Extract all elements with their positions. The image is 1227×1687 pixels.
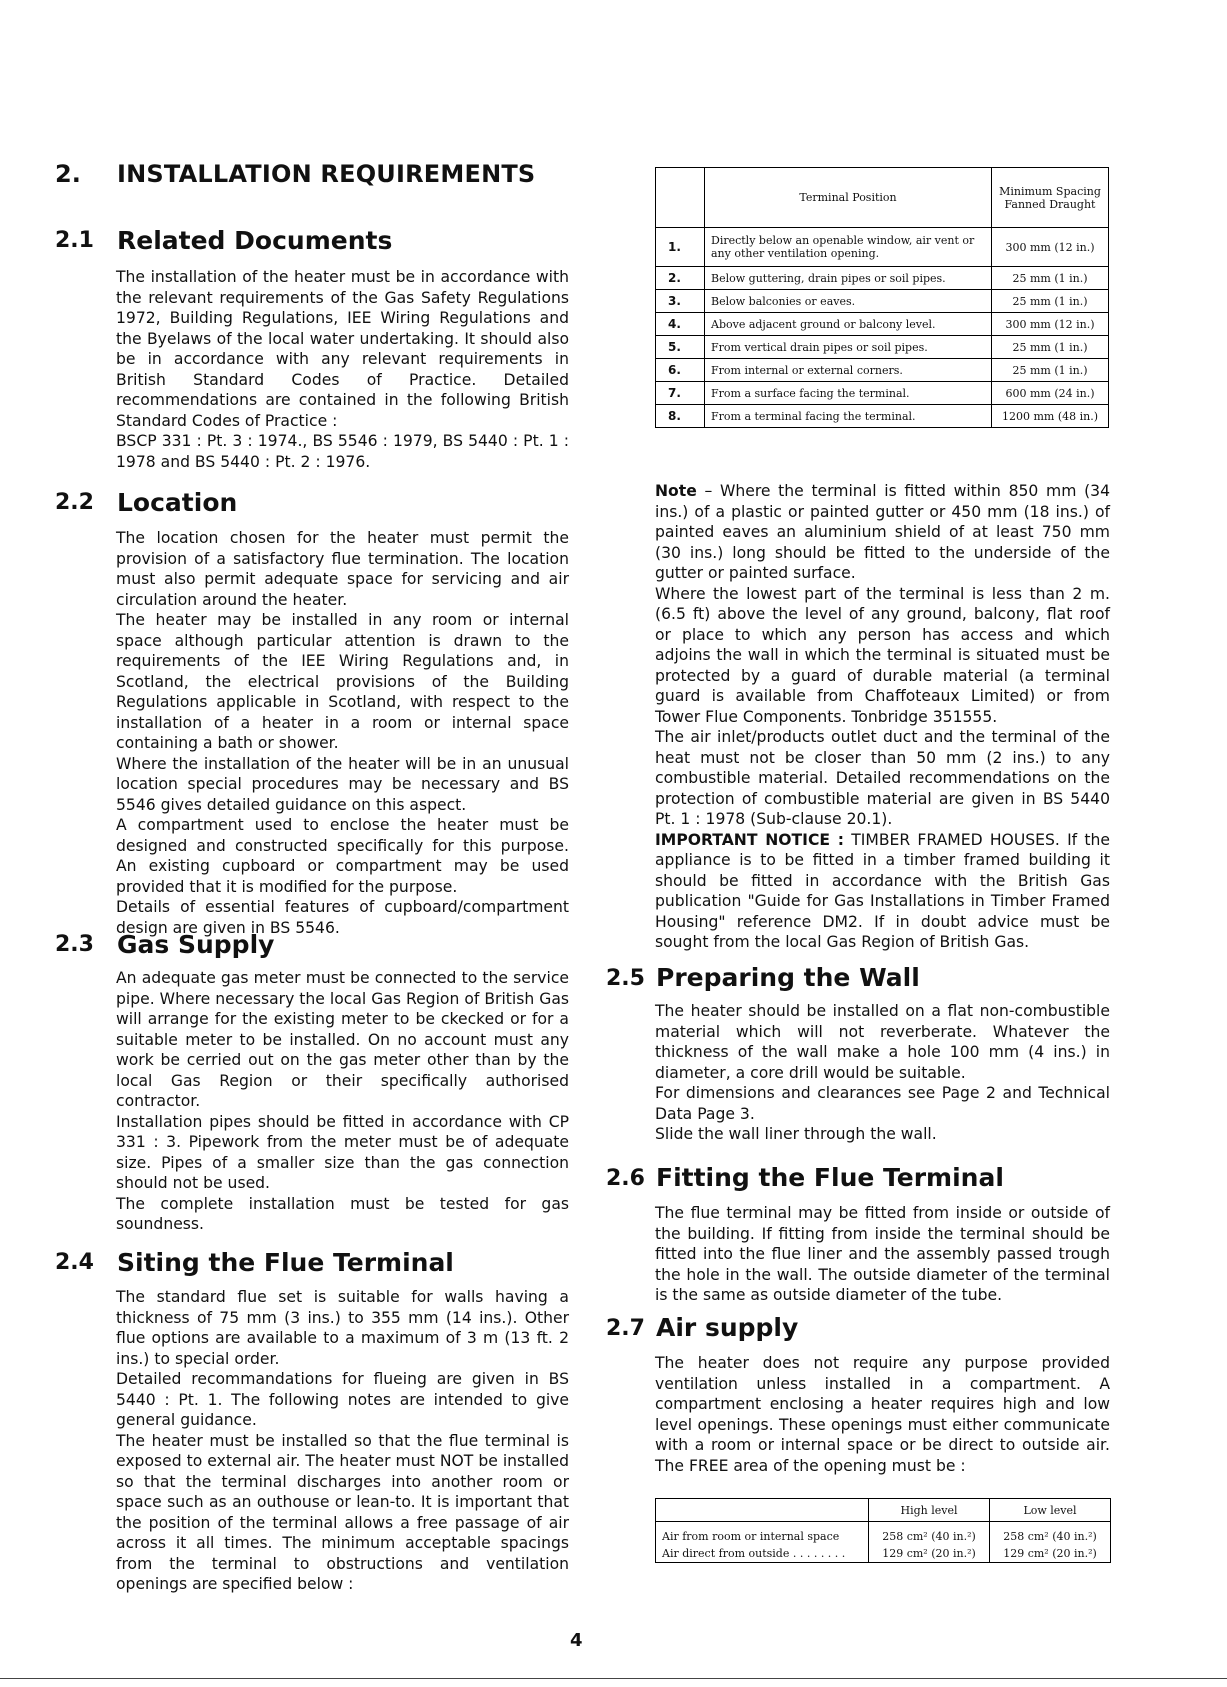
table-cell: Above adjacent ground or balcony level. — [705, 313, 992, 336]
table-cell: 7. — [656, 382, 705, 405]
table-header-cell — [656, 1499, 869, 1522]
table-row — [656, 290, 1109, 313]
section-title-preparing-wall: Preparing the Wall — [656, 963, 920, 992]
table-row — [656, 313, 1109, 336]
section-body-siting-flue-terminal — [116, 1287, 569, 1595]
table-cell: 1200 mm (48 in.) — [992, 405, 1109, 428]
table-cell: 600 mm (24 in.) — [992, 382, 1109, 405]
table-row — [656, 1522, 1111, 1546]
table-row — [656, 228, 1109, 267]
bottom-rule — [0, 1678, 1227, 1679]
paragraph: The air inlet/products outlet duct and the terminal of the heat must not be closer than 50 mm (2 ins.) to any combustible material. Detailed recommendations on the protection of combustible material are given in BS 5440 Pt. 1 : 1978 (Sub-clause 20.1). — [655, 728, 1110, 828]
table-cell: 258 cm² (40 in.²) — [869, 1522, 990, 1546]
section-number-2-1: 2.1 — [55, 228, 94, 253]
note-text: – Where the terminal is fitted within 850 mm (34 ins.) of a plastic or painted gutter or 450 mm (18 ins.) of painted eaves an aluminium shield of at least 750 mm (30 ins.) long should be fitted to the underside of the gutter or painted surface. — [655, 482, 1110, 582]
table-cell: 4. — [656, 313, 705, 336]
chapter-title: INSTALLATION REQUIREMENTS — [117, 160, 536, 188]
section-body-location — [116, 528, 569, 938]
important-text: TIMBER FRAMED HOUSES. If the appliance is to be fitted in a timber framed building it should be fitted in accordance with the British Gas publication "Guide for Gas Installations in Timber Framed Housing" reference DM2. If in doubt advice must be sought from the local Gas Region of British Gas. — [655, 830, 1110, 951]
table-header-row — [656, 168, 1109, 228]
table-cell: 3. — [656, 290, 705, 313]
important-notice — [655, 830, 1110, 953]
section-number-2-3: 2.3 — [55, 932, 94, 957]
paragraph: A compartment used to enclose the heater must be designed and constructed specifically for this purpose. An existing cupboard or compartment may be used provided that it is modified for the purpose. — [116, 816, 569, 896]
paragraph: The heater may be installed in any room or internal space although particular attention is drawn to the requirements of the IEE Wiring Regulations and, in Scotland, the electrical provisions of the Building Regulations applicable in Scotland, with respect to the installation of a heater in a room or internal space containing a bath or shower. — [116, 611, 569, 752]
paragraph: Detailed recommandations for flueing are given in BS 5440 : Pt. 1. The following notes are intended to give general guidance. — [116, 1370, 569, 1429]
table-header-cell: Minimum Spacing Fanned Draught — [992, 168, 1109, 228]
table-header-cell — [656, 168, 705, 228]
paragraph: The flue terminal may be fitted from inside or outside of the building. If fitting from inside the terminal should be fitted into the flue liner and the assembly passed trough the hole in the wall. The outside diameter of the terminal is the same as outside diameter of the tube. — [655, 1204, 1110, 1304]
table-row — [656, 382, 1109, 405]
table-cell: 300 mm (12 in.) — [992, 228, 1109, 267]
paragraph: The standard flue set is suitable for walls having a thickness of 75 mm (3 ins.) to 355 mm (14 ins.). Other flue options are available to a maximum of 3 m (13 ft. 2 ins.) to special order. — [116, 1288, 569, 1368]
note-label: Note — [655, 482, 697, 500]
table-cell: 2. — [656, 267, 705, 290]
air-supply-table — [655, 1498, 1111, 1563]
table-cell: 300 mm (12 in.) — [992, 313, 1109, 336]
table-row — [656, 359, 1109, 382]
paragraph: The location chosen for the heater must permit the provision of a satisfactory flue termination. The location must also permit adequate space for servicing and air circulation around the heater. — [116, 529, 569, 609]
table-cell: Below guttering, drain pipes or soil pipes. — [705, 267, 992, 290]
section-number-2-6: 2.6 — [606, 1166, 645, 1191]
paragraph: For dimensions and clearances see Page 2 and Technical Data Page 3. — [655, 1084, 1110, 1123]
paragraph: An adequate gas meter must be connected to the service pipe. Where necessary the local Gas Region of British Gas will arrange for the existing meter to be ckecked or for a suitable meter to be installed. On no account must any work be cerried out on the gas meter other than by the local Gas Region or their specifically authorised contractor. — [116, 969, 569, 1110]
table-cell: From vertical drain pipes or soil pipes. — [705, 336, 992, 359]
section-number-2-2: 2.2 — [55, 490, 94, 515]
section-number-2-4: 2.4 — [55, 1250, 94, 1275]
paragraph: Installation pipes should be fitted in accordance with CP 331 : 3. Pipework from the meter must be of adequate size. Pipes of a smaller size than the gas connection should not be used. — [116, 1112, 569, 1192]
table-cell: 6. — [656, 359, 705, 382]
table-cell: 25 mm (1 in.) — [992, 336, 1109, 359]
section-body-air-supply — [655, 1353, 1110, 1476]
important-label: IMPORTANT NOTICE : — [655, 830, 844, 849]
table-cell: 258 cm² (40 in.²) — [990, 1522, 1111, 1546]
section-number-2-5: 2.5 — [606, 966, 645, 991]
page-number: 4 — [570, 1630, 583, 1651]
section-body-fitting-flue-terminal — [655, 1203, 1110, 1306]
table-header-cell: High level — [869, 1499, 990, 1522]
paragraph: Details of essential features of cupboard/compartment design are given in BS 5546. — [116, 898, 569, 937]
table-cell: 25 mm (1 in.) — [992, 290, 1109, 313]
section-body-preparing-wall — [655, 1001, 1110, 1145]
table-cell: 25 mm (1 in.) — [992, 267, 1109, 290]
table-cell: Below balconies or eaves. — [705, 290, 992, 313]
table-header-row — [656, 1499, 1111, 1522]
paragraph: BSCP 331 : Pt. 3 : 1974., BS 5546 : 1979, BS 5440 : Pt. 1 : 1978 and BS 5440 : Pt. 2 : 1976. — [116, 432, 569, 471]
section-body-gas-supply — [116, 968, 569, 1235]
table-header-cell: Terminal Position — [705, 168, 992, 228]
notes-block — [655, 481, 1110, 953]
table-cell: Air from room or internal space — [656, 1522, 869, 1546]
table-row — [656, 336, 1109, 359]
table-cell: 25 mm (1 in.) — [992, 359, 1109, 382]
paragraph: Where the installation of the heater will be in an unusual location special procedures may be necessary and BS 5546 gives detailed guidance on this aspect. — [116, 754, 569, 814]
paragraph: The heater does not require any purpose provided ventilation unless installed in a compartment. A compartment enclosing a heater requires high and low level openings. These openings must either communicate with a room or internal space or be direct to outside air. The FREE area of the opening must be : — [655, 1354, 1110, 1475]
section-body-related-documents — [116, 267, 569, 472]
paragraph: The heater should be installed on a flat non-combustible material which will not reverberate. Whatever the thickness of the wall make a hole 100 mm (4 ins.) in diameter, a core drill would be suitable. — [655, 1002, 1110, 1082]
section-title-related-documents: Related Documents — [117, 226, 393, 255]
section-title-gas-supply: Gas Supply — [117, 930, 275, 959]
table-cell: 129 cm² (20 in.²) — [990, 1545, 1111, 1563]
note-paragraph — [655, 481, 1110, 584]
table-cell: 129 cm² (20 in.²) — [869, 1545, 990, 1563]
table-cell: 5. — [656, 336, 705, 359]
paragraph: The complete installation must be tested for gas soundness. — [116, 1194, 569, 1233]
table-row — [656, 405, 1109, 428]
table-cell: 1. — [656, 228, 705, 267]
paragraph: Where the lowest part of the terminal is less than 2 m. (6.5 ft) above the level of any ground, balcony, flat roof or place to which any person has access and which adjoins the wall in which the terminal is situated must be protected by a guard of durable material (a terminal guard is available from Chaffoteaux Limited) or from Tower Flue Components. Tonbridge 351555. — [655, 584, 1110, 726]
paragraph: The heater must be installed so that the flue terminal is exposed to external air. The heater must NOT be installed so that the terminal discharges into another room or space such as an outhouse or lean-to. It is important that the position of the terminal allows a free passage of air across it all times. The minimum acceptable spacings from the terminal to obstructions and ventilation openings are specified below : — [116, 1431, 569, 1593]
chapter-number: 2. — [55, 160, 81, 188]
section-title-siting-flue-terminal: Siting the Flue Terminal — [117, 1248, 454, 1277]
table-row — [656, 1545, 1111, 1563]
section-title-fitting-flue-terminal: Fitting the Flue Terminal — [656, 1163, 1004, 1192]
table-cell: From a terminal facing the terminal. — [705, 405, 992, 428]
table-cell: Directly below an openable window, air vent or any other ventilation opening. — [705, 228, 992, 267]
table-cell: From a surface facing the terminal. — [705, 382, 992, 405]
table-header-cell: Low level — [990, 1499, 1111, 1522]
section-title-air-supply: Air supply — [656, 1313, 799, 1342]
section-number-2-7: 2.7 — [606, 1316, 645, 1341]
table-cell: From internal or external corners. — [705, 359, 992, 382]
paragraph: Slide the wall liner through the wall. — [655, 1125, 937, 1143]
paragraph: The installation of the heater must be in accordance with the relevant requirements of the Gas Safety Regulations 1972, Building Regulations, IEE Wiring Regulations and the Byelaws of the local water undertaking. It should also be in accordance with any relevant requirements in British Standard Codes of Practice. Detailed recommendations are contained in the following British Standard Codes of Practice : — [116, 268, 569, 430]
terminal-position-table — [655, 167, 1109, 428]
table-cell: 8. — [656, 405, 705, 428]
table-cell: Air direct from outside . . . . . . . . — [656, 1545, 869, 1563]
table-row — [656, 267, 1109, 290]
section-title-location: Location — [117, 488, 238, 517]
